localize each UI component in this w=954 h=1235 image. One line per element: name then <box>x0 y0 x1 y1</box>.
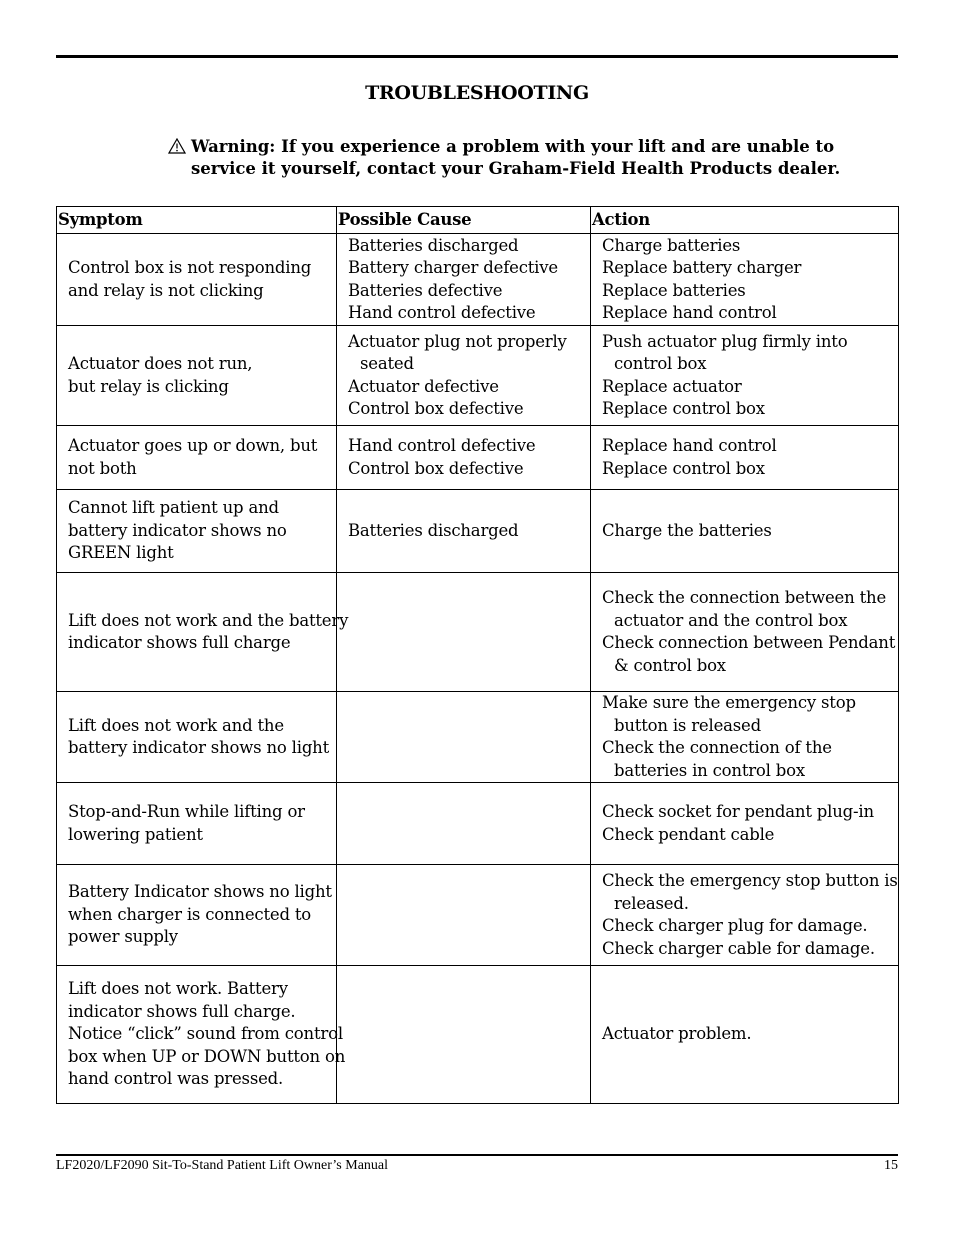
symptom-line: Lift does not work and the battery <box>68 610 349 630</box>
symptom-line: Lift does not work and the <box>68 715 284 735</box>
cause-line: Batteries discharged <box>348 235 519 255</box>
cause-cell <box>337 426 591 490</box>
page-title: TROUBLESHOOTING <box>365 82 589 104</box>
action-line: control box <box>614 354 707 373</box>
action-cell <box>591 234 899 326</box>
table-header-row <box>57 207 899 234</box>
cause-line: Battery charger defective <box>348 258 558 277</box>
cause-line: Hand control defective <box>348 303 536 322</box>
page-number: 15 <box>884 1158 898 1173</box>
cause-line: Hand control defective <box>348 436 536 455</box>
action-line: Make sure the emergency stop <box>602 693 856 712</box>
symptom-line: hand control was pressed. <box>68 1069 284 1089</box>
symptom-line: battery indicator shows no light <box>68 738 330 757</box>
action-line: batteries in control box <box>614 760 805 780</box>
header-action: Action <box>591 207 899 234</box>
symptom-line: indicator shows full charge <box>68 633 291 652</box>
symptom-line: Stop-and-Run while lifting or <box>68 802 305 821</box>
table-row <box>57 573 899 692</box>
action-line: & control box <box>614 655 726 675</box>
cause-cell <box>337 573 591 692</box>
symptom-line: not both <box>68 458 137 478</box>
action-line: Check connection between Pendant <box>602 633 896 652</box>
action-cell <box>591 865 899 966</box>
symptom-line: Cannot lift patient up and <box>68 498 279 518</box>
cause-cell <box>337 326 591 426</box>
symptom-cell <box>57 234 337 326</box>
action-cell <box>591 326 899 426</box>
cause-line: Batteries defective <box>348 280 503 300</box>
table-row <box>57 966 899 1104</box>
action-line: Replace control box <box>602 399 765 418</box>
symptom-line: Actuator does not run, <box>68 354 253 373</box>
action-line: Actuator problem. <box>602 1024 752 1044</box>
action-cell <box>591 692 899 783</box>
warning-line-2: service it yourself, contact your Graham-Field Health Products dealer. <box>191 159 841 178</box>
cause-cell <box>337 966 591 1104</box>
action-line: Replace actuator <box>602 376 742 396</box>
cause-line: Actuator plug not properly <box>348 331 567 351</box>
table-row <box>57 490 899 573</box>
symptom-line: power supply <box>68 927 178 947</box>
symptom-line: box when UP or DOWN button on <box>68 1046 346 1066</box>
table-row <box>57 234 899 326</box>
header-possible-cause: Possible Cause <box>337 207 591 234</box>
footer-manual-title: LF2020/LF2090 Sit-To-Stand Patient Lift Owner’s Manual <box>56 1158 389 1173</box>
cause-cell <box>337 783 591 865</box>
table-row <box>57 692 899 783</box>
cause-cell <box>337 234 591 326</box>
warning-line-1: Warning: If you experience a problem with your lift and are unable to <box>191 137 835 156</box>
symptom-line: Lift does not work. Battery <box>68 979 288 999</box>
symptom-line: Battery Indicator shows no light <box>68 882 332 902</box>
warning-triangle-icon <box>168 138 186 154</box>
action-line: Replace battery charger <box>602 258 802 277</box>
symptom-cell <box>57 692 337 783</box>
top-rule <box>56 55 898 58</box>
symptom-line: Control box is not responding <box>68 258 312 277</box>
action-line: Charge batteries <box>602 235 741 255</box>
action-cell <box>591 783 899 865</box>
action-line: Check the connection between the <box>602 588 887 607</box>
symptom-line: indicator shows full charge. <box>68 1001 296 1021</box>
action-line: Check socket for pendant plug-in <box>602 802 874 821</box>
table-row <box>57 865 899 966</box>
symptom-cell <box>57 426 337 490</box>
table-row <box>57 326 899 426</box>
symptom-line: lowering patient <box>68 824 203 844</box>
action-line: Check the emergency stop button is <box>602 871 898 890</box>
symptom-line: when charger is connected to <box>68 904 312 924</box>
action-line: released. <box>614 893 689 913</box>
symptom-line: Notice “click” sound from control <box>68 1024 343 1044</box>
symptom-cell <box>57 865 337 966</box>
symptom-cell <box>57 573 349 692</box>
action-line: Replace hand control <box>602 303 777 322</box>
symptom-line: Actuator goes up or down, but <box>68 436 318 455</box>
action-cell <box>591 490 899 573</box>
bottom-rule <box>56 1154 898 1156</box>
cause-line: Batteries discharged <box>348 520 519 540</box>
symptom-line: but relay is clicking <box>68 376 229 396</box>
cause-cell <box>337 865 591 966</box>
action-line: Check pendant cable <box>602 824 775 844</box>
action-cell <box>591 426 899 490</box>
action-line: Replace control box <box>602 458 765 478</box>
action-line: Replace batteries <box>602 280 746 300</box>
symptom-line: battery indicator shows no <box>68 520 287 540</box>
table-row <box>57 426 899 490</box>
action-line: Push actuator plug firmly into <box>602 331 848 351</box>
symptom-cell <box>57 966 346 1104</box>
symptom-line: and relay is not clicking <box>68 280 264 300</box>
cause-line: Control box defective <box>348 399 524 418</box>
cause-cell <box>337 490 591 573</box>
action-line: Check the connection of the <box>602 738 832 757</box>
action-cell <box>591 573 899 692</box>
action-line: Replace hand control <box>602 436 777 455</box>
cause-cell <box>337 692 591 783</box>
symptom-cell <box>57 490 337 573</box>
symptom-cell <box>57 783 337 865</box>
action-cell <box>591 966 899 1104</box>
troubleshooting-table <box>56 206 899 1104</box>
action-line: button is released <box>614 715 761 735</box>
action-line: actuator and the control box <box>614 610 848 630</box>
action-line: Check charger cable for damage. <box>602 938 875 958</box>
cause-line: Actuator defective <box>348 376 499 396</box>
header-symptom: Symptom <box>57 207 337 234</box>
symptom-line: GREEN light <box>68 543 174 563</box>
action-line: Check charger plug for damage. <box>602 916 868 935</box>
symptom-cell <box>57 326 337 426</box>
table-row <box>57 783 899 865</box>
cause-line: seated <box>360 354 414 373</box>
cause-line: Control box defective <box>348 458 524 478</box>
action-line: Charge the batteries <box>602 520 772 540</box>
